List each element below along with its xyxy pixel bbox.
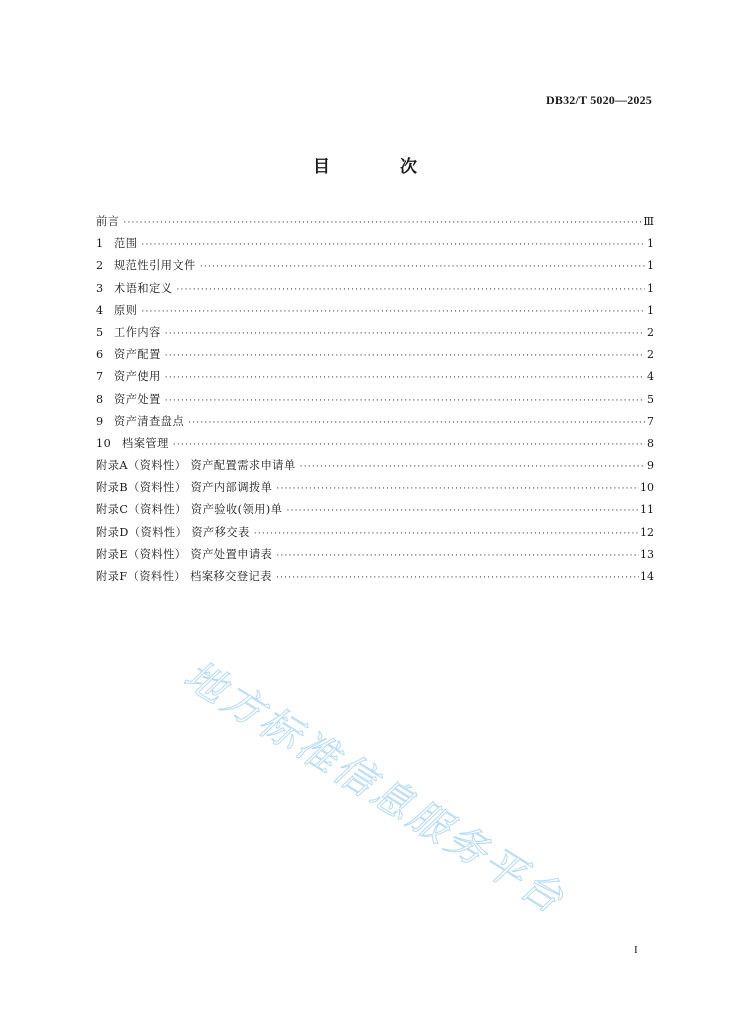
- toc-leader-dots: [165, 329, 645, 339]
- toc-entry-label: [96, 391, 161, 407]
- page-number: I: [634, 944, 638, 956]
- toc-entry-text: 资产处置: [114, 392, 161, 406]
- toc-entry[interactable]: [96, 568, 654, 590]
- toc-entry-text: 附录E（资料性） 资产处置申请表: [96, 547, 273, 561]
- toc-entry-number: 2: [96, 259, 104, 273]
- toc-entry-label: [96, 324, 161, 340]
- toc-entry-page: 4: [647, 370, 654, 384]
- toc-entry[interactable]: [96, 524, 654, 546]
- toc-entry-page: 14: [640, 570, 654, 583]
- toc-entry-page: 1: [647, 237, 654, 251]
- toc-entry[interactable]: [96, 435, 654, 457]
- toc-entry-text: 范围: [114, 237, 138, 251]
- toc-entry[interactable]: [96, 479, 654, 501]
- toc-entry-text: 资产清查盘点: [114, 414, 185, 428]
- table-of-contents: [96, 213, 654, 590]
- toc-leader-dots: [276, 551, 639, 561]
- toc-entry[interactable]: [96, 413, 654, 435]
- toc-entry[interactable]: [96, 302, 654, 324]
- toc-entry-text: 术语和定义: [114, 281, 173, 295]
- toc-entry-label: [96, 435, 169, 451]
- toc-leader-dots: [286, 506, 639, 516]
- toc-entry-page: 2: [647, 325, 654, 339]
- toc-entry-label: [96, 257, 196, 273]
- toc-entry[interactable]: [96, 368, 654, 390]
- toc-leader-dots: [200, 262, 645, 272]
- document-code: DB32/T 5020—2025: [546, 93, 652, 107]
- toc-entry[interactable]: [96, 213, 654, 235]
- toc-entry-page: 7: [647, 414, 654, 428]
- toc-entry-label: [96, 302, 137, 318]
- toc-entry[interactable]: [96, 346, 654, 368]
- toc-entry-label: [96, 501, 282, 517]
- page-title: 目 次: [313, 157, 449, 177]
- toc-entry-page: 5: [647, 392, 654, 406]
- toc-entry-text: 前言: [96, 215, 120, 228]
- toc-entry-text: 原则: [114, 303, 138, 317]
- toc-entry-text: 附录B（资料性） 资产内部调拨单: [96, 481, 273, 495]
- toc-entry-page: 12: [640, 525, 654, 539]
- toc-entry[interactable]: [96, 280, 654, 302]
- toc-leader-dots: [188, 418, 645, 428]
- toc-leader-dots: [141, 240, 645, 250]
- toc-entry-text: 工作内容: [114, 325, 161, 339]
- toc-entry-page: 10: [640, 481, 654, 495]
- toc-entry[interactable]: [96, 501, 654, 523]
- toc-leader-dots: [173, 440, 645, 450]
- toc-leader-dots: [300, 462, 645, 472]
- toc-entry-label: [96, 457, 296, 473]
- toc-leader-dots: [276, 573, 639, 583]
- toc-entry-text: 附录C（资料性） 资产验收(领用)单: [96, 503, 283, 517]
- toc-leader-dots: [165, 373, 645, 383]
- toc-entry-label: [96, 235, 137, 251]
- toc-leader-dots: [165, 396, 645, 406]
- toc-leader-dots: [165, 351, 645, 361]
- toc-entry-page: 13: [640, 547, 654, 561]
- toc-entry-text: 附录A（资料性） 资产配置需求申请单: [96, 459, 296, 473]
- toc-entry-page: 1: [647, 303, 654, 317]
- toc-entry-page: Ⅲ: [643, 215, 654, 228]
- toc-entry[interactable]: [96, 546, 654, 568]
- toc-entry-label: [96, 413, 184, 429]
- toc-entry-page: 1: [647, 259, 654, 273]
- toc-entry-number: 1: [96, 237, 104, 251]
- toc-entry-number: 6: [96, 348, 104, 362]
- toc-entry-text: 资产配置: [114, 348, 161, 362]
- toc-leader-dots: [176, 285, 645, 295]
- toc-entry-label: [96, 368, 161, 384]
- toc-entry-text: 资产使用: [114, 370, 161, 384]
- toc-entry-number: 9: [96, 414, 104, 428]
- watermark: 地方标准信息服务平台: [175, 651, 574, 925]
- toc-entry-number: 8: [96, 392, 104, 406]
- toc-entry[interactable]: [96, 235, 654, 257]
- toc-entry[interactable]: [96, 391, 654, 413]
- toc-entry-number: 3: [96, 281, 104, 295]
- toc-entry-label: [96, 479, 272, 495]
- toc-entry-page: 2: [647, 348, 654, 362]
- toc-entry-text: 档案管理: [122, 436, 169, 450]
- toc-entry-page: 11: [640, 503, 654, 517]
- toc-leader-dots: [254, 529, 639, 539]
- toc-entry-number: 5: [96, 325, 104, 339]
- toc-entry-number: 4: [96, 303, 104, 317]
- toc-entry[interactable]: [96, 324, 654, 346]
- toc-entry-number: 10: [96, 436, 112, 450]
- toc-entry[interactable]: [96, 457, 654, 479]
- toc-entry-label: [96, 280, 172, 296]
- toc-entry-page: 9: [647, 459, 654, 473]
- toc-entry-label: [96, 213, 119, 229]
- toc-leader-dots: [123, 218, 642, 228]
- toc-leader-dots: [276, 484, 639, 494]
- toc-entry-number: 7: [96, 370, 104, 384]
- toc-entry-page: 1: [647, 281, 654, 295]
- toc-entry-text: 附录F（资料性） 档案移交登记表: [96, 570, 272, 583]
- toc-entry-label: [96, 346, 161, 362]
- toc-entry-page: 8: [647, 436, 654, 450]
- toc-entry-label: [96, 568, 272, 584]
- toc-entry-label: [96, 546, 272, 562]
- toc-entry[interactable]: [96, 257, 654, 279]
- toc-entry-text: 附录D（资料性） 资产移交表: [96, 525, 250, 539]
- toc-entry-label: [96, 524, 250, 540]
- toc-leader-dots: [141, 307, 645, 317]
- toc-entry-text: 规范性引用文件: [114, 259, 196, 273]
